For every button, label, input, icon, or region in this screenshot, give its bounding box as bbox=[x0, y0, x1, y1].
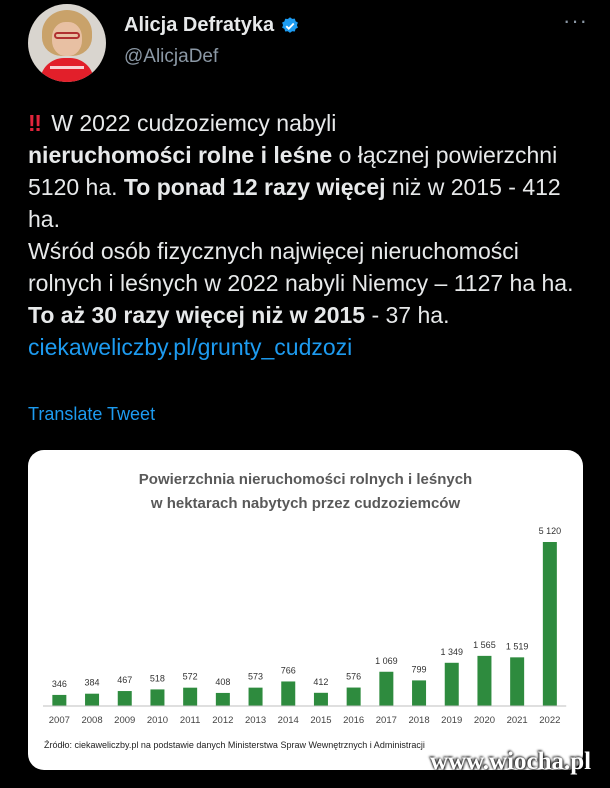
chart-data-label: 384 bbox=[84, 677, 100, 688]
chart-data-label: 576 bbox=[346, 671, 362, 682]
avatar[interactable] bbox=[28, 4, 106, 82]
chart-data-label: 1 349 bbox=[440, 646, 464, 657]
chart-bar bbox=[347, 688, 361, 706]
chart-data-label: 766 bbox=[280, 665, 296, 676]
chart-data-label: 346 bbox=[51, 678, 67, 689]
chart-x-tick-label: 2016 bbox=[343, 715, 365, 726]
tweet-text-segment: - 37 ha. bbox=[365, 302, 450, 328]
chart-data-label: 1 565 bbox=[473, 639, 496, 650]
chart-bar bbox=[477, 656, 491, 706]
chart-bar bbox=[183, 688, 197, 706]
chart-bar bbox=[52, 695, 66, 706]
chart-bar bbox=[314, 693, 328, 706]
display-name[interactable]: Alicja Defratyka bbox=[124, 14, 275, 36]
verified-badge-icon bbox=[280, 16, 300, 36]
chart-bar bbox=[543, 542, 557, 706]
chart-data-label: 518 bbox=[149, 673, 165, 684]
chart-data-label: 1 519 bbox=[505, 641, 529, 652]
chart-data-label: 5 120 bbox=[538, 526, 562, 536]
tweet-text-segment: W 2022 cudzoziemcy nabyli bbox=[51, 110, 337, 136]
chart-title-line: w hektarach nabytych przez cudzoziemców bbox=[150, 495, 461, 512]
chart-bar bbox=[85, 694, 99, 706]
chart-x-tick-label: 2018 bbox=[408, 715, 430, 726]
watermark: www.wiocha.pl bbox=[430, 748, 592, 775]
chart-data-label: 467 bbox=[117, 675, 133, 686]
chart-data-label: 1 069 bbox=[375, 655, 398, 666]
chart-data-label: 799 bbox=[411, 664, 427, 675]
chart-x-tick-label: 2017 bbox=[375, 715, 397, 726]
chart-x-tick-label: 2021 bbox=[506, 715, 528, 726]
chart-bar bbox=[510, 657, 524, 706]
chart-title-line: Powierzchnia nieruchomości rolnych i leśnych bbox=[138, 471, 473, 488]
tweet-text-segment: Wśród osób fizycznych najwięcej nieruchomości rolnych i leśnych w 2022 nabyli Niemcy – 1127 ha ha. bbox=[28, 238, 574, 296]
more-options-icon[interactable]: ··· bbox=[563, 8, 588, 33]
chart-x-tick-label: 2012 bbox=[212, 715, 234, 726]
tweet-text-segment: o łącznej powierzchni 5120 ha. bbox=[28, 142, 558, 200]
chart-x-tick-label: 2007 bbox=[48, 715, 70, 726]
chart-bar bbox=[412, 680, 426, 706]
tweet-text-bold: nieruchomości rolne i leśne bbox=[28, 142, 333, 168]
chart-x-tick-label: 2009 bbox=[114, 715, 136, 726]
chart-x-tick-label: 2010 bbox=[146, 715, 169, 726]
chart-x-tick-label: 2020 bbox=[473, 715, 496, 726]
user-handle[interactable]: @AlicjaDef bbox=[124, 46, 219, 67]
tweet-text-bold: To ponad 12 razy więcej bbox=[117, 174, 386, 200]
chart-x-tick-label: 2014 bbox=[277, 715, 299, 726]
chart-data-label: 408 bbox=[215, 676, 231, 687]
tweet-text bbox=[28, 107, 593, 363]
chart-bar bbox=[118, 691, 132, 706]
double-exclamation-icon: ‼ bbox=[28, 110, 39, 136]
chart-data-label: 573 bbox=[248, 671, 264, 682]
chart-bar bbox=[379, 672, 393, 706]
bar-chart bbox=[28, 450, 583, 770]
chart-source-note: Źródło: ciekaweliczby.pl na podstawie danych Ministerstwa Spraw Wewnętrznych i Administracji bbox=[44, 740, 425, 750]
chart-bar bbox=[150, 689, 164, 706]
chart-data-label: 412 bbox=[313, 676, 329, 687]
translate-tweet-link[interactable]: Translate Tweet bbox=[28, 404, 156, 424]
chart-x-tick-label: 2019 bbox=[441, 715, 463, 726]
chart-x-tick-label: 2022 bbox=[539, 715, 561, 726]
tweet-header bbox=[28, 4, 588, 84]
chart-x-tick-label: 2011 bbox=[179, 715, 201, 726]
chart-bar bbox=[249, 688, 263, 706]
chart-data-label: 572 bbox=[182, 671, 198, 682]
chart-bar bbox=[445, 663, 459, 706]
tweet-text-segment: niż w 2015 - 412 ha. bbox=[28, 174, 561, 232]
chart-x-tick-label: 2013 bbox=[244, 715, 267, 726]
chart-bar bbox=[216, 693, 230, 706]
name-row bbox=[124, 14, 300, 37]
chart-bar bbox=[281, 681, 295, 706]
chart-image-card[interactable] bbox=[28, 450, 583, 770]
chart-x-tick-label: 2008 bbox=[81, 715, 103, 726]
tweet-link[interactable]: ciekaweliczby.pl/grunty_cudzozi bbox=[28, 334, 353, 360]
chart-x-tick-label: 2015 bbox=[310, 715, 332, 726]
tweet-text-bold: To aż 30 razy więcej niż w 2015 bbox=[28, 302, 366, 328]
